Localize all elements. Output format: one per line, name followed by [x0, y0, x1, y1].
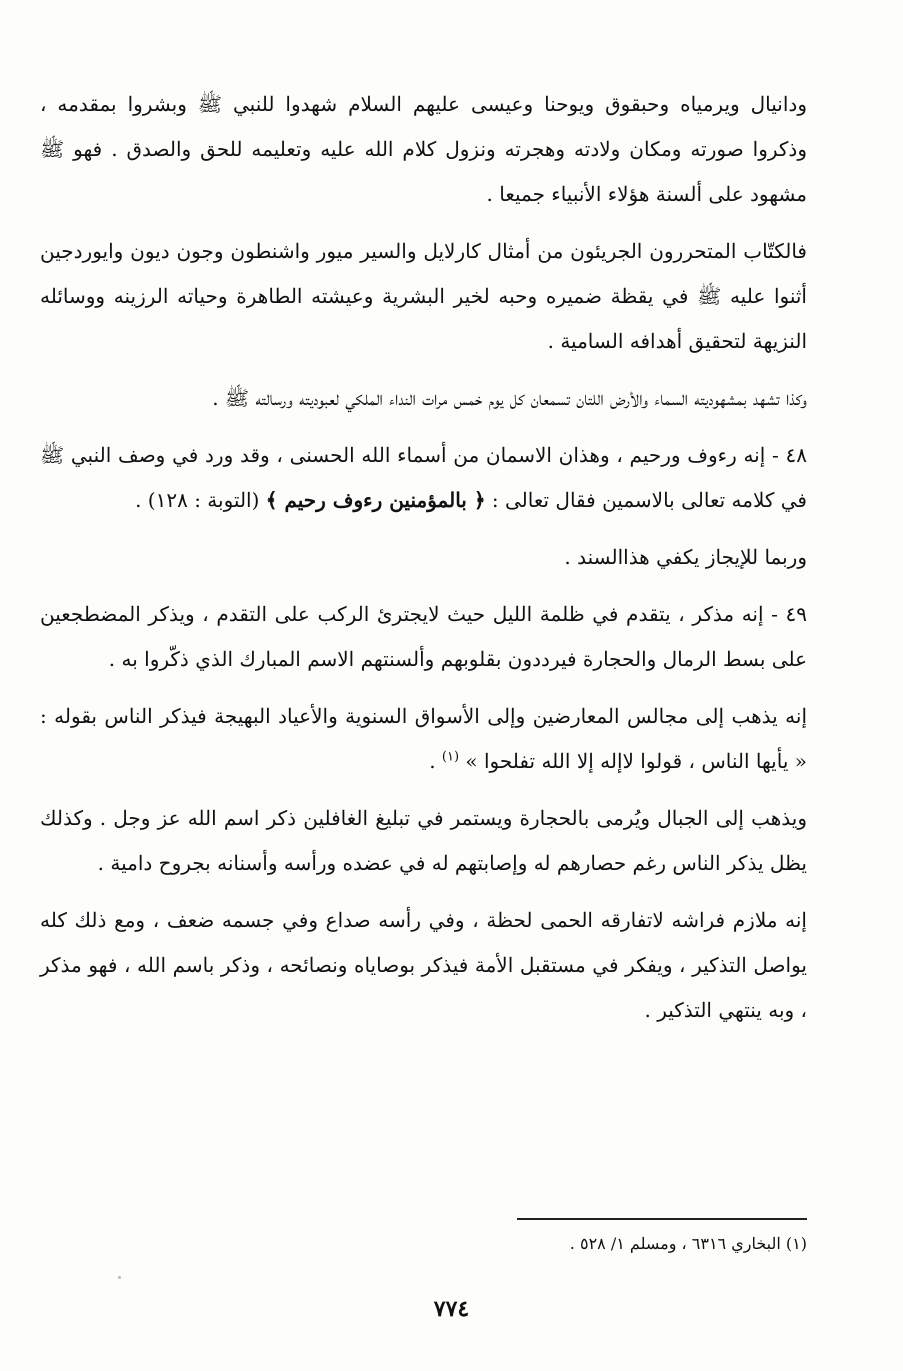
page-number: ٧٧٤ [433, 1296, 470, 1322]
paragraph-writers-praise: فالكتّاب المتحررون الجريئون من أمثال كارلايل والسير ميور واشنطون وجون ديون وايوردجين أثنوا عليه ﷺ في يقظة ضميره وحبه لخير البشرية وعيشته الطاهرة وحياته الرزينه ووسائله النزيهة لتحقيق أهدافه السامية . [40, 239, 807, 353]
quran-verse: ﴿ بالمؤمنين رءوف رحيم ﴾ [265, 488, 486, 512]
scan-speck [118, 1276, 121, 1279]
main-text [40, 82, 807, 1045]
paragraph-heaven-earth: وكذا تشهد بمشهوديته السماء والأرض اللتان تسمعان كل يوم خمس مرات النداء الملكي لعبوديته ورسالته ﷺ . [212, 386, 807, 410]
paragraph-markets-lead: إنه يذهب إلى مجالس المعارضين وإلى الأسواق السنوية والأعياد البهيجة فيذكر الناس بقوله : « يأيها الناس ، قولوا لاإله إلا الله تفلحوا » [40, 704, 807, 773]
paragraph-prophets-testimony: ودانيال ويرمياه وحبقوق ويوحنا وعيسى عليهم السلام شهدوا للنبي ﷺ وبشروا بمقدمه ، وذكروا صورته ومكان ولادته وهجرته ونزول كلام الله عليه وتعليمه للحق والصدق . فهو ﷺ مشهود على ألسنة هؤلاء الأنبياء جميعا . [40, 92, 807, 206]
paragraph-48 [40, 433, 807, 523]
paragraph-48-lead: ٤٨ - إنه رءوف ورحيم ، وهذان الاسمان من أسماء الله الحسنى ، وقد ورد في وصف النبي ﷺ في كلامه تعالى بالاسمين فقال تعالى : [40, 443, 807, 512]
paragraph-illness: إنه ملازم فراشه لاتفارقه الحمى لحظة ، وفي رأسه صداع وفي جسمه ضعف ، ومع ذلك كله يواصل التذكير ، ويفكر في مستقبل الأمة فيذكر بوصاياه ونصائحه ، وذكر باسم الله ، فهو مذكر ، وبه ينتهي التذكير . [40, 908, 807, 1022]
paragraph-mountains: ويذهب إلى الجبال ويُرمى بالحجارة ويستمر في تبليغ الغافلين ذكر اسم الله عز وجل . وكذلك يظل يذكر الناس رغم حصارهم له وإصابتهم له في عضده ورأسه وأسنانه بجروح دامية . [40, 806, 807, 875]
footnote: (١) البخاري ٦٣١٦ ، ومسلم ١/ ٥٢٨ . [569, 1234, 807, 1253]
footnote-reference[interactable]: (١) [441, 749, 460, 765]
footnote-divider [517, 1218, 807, 1220]
paragraph-markets [40, 694, 807, 784]
paragraph-sanad: وربما للإيجاز يكفي هذاالسند . [564, 545, 807, 569]
paragraph-49: ٤٩ - إنه مذكر ، يتقدم في ظلمة الليل حيث لايجترئ الركب على التقدم ، ويذكر المضطجعين على بسط الرمال والحجارة فيرددون بقلوبهم وألسنتهم الاسم المبارك الذي ذكّروا به . [40, 602, 807, 671]
paragraph-markets-tail: . [429, 749, 436, 773]
surah-citation: (التوبة : ١٢٨) . [135, 488, 260, 512]
